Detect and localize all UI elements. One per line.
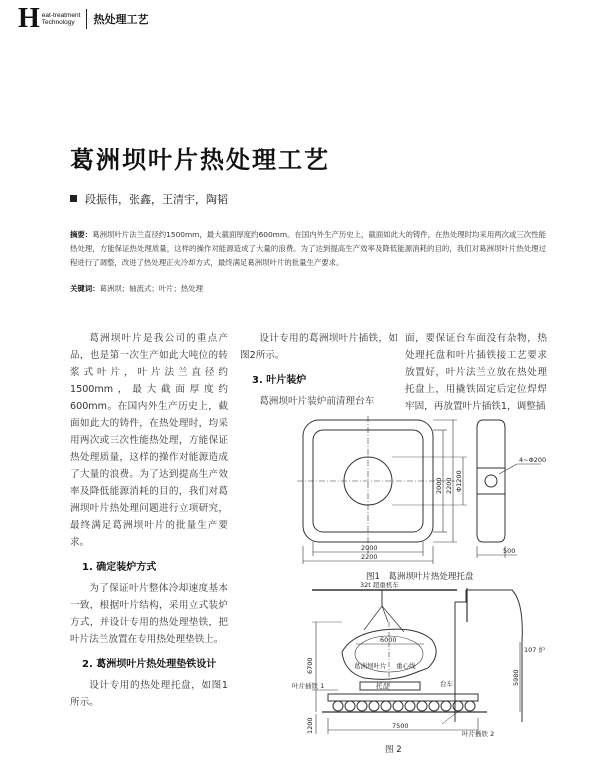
keywords-label: 关键词： (70, 284, 100, 293)
tray (360, 682, 420, 690)
furnace-wall (455, 590, 522, 722)
header-letter: H (18, 3, 40, 34)
dim-6700: 6700 (306, 657, 314, 674)
dim-h-inner: 2000 (435, 477, 443, 494)
authors: 段振伟，张鑫，王清宇，陶韬 (85, 193, 228, 206)
authors-line (70, 191, 228, 207)
dim-6000: 6000 (380, 636, 397, 644)
label-car: 台车 (440, 680, 453, 688)
section-heading-1: 1. 确定装炉方式 (82, 562, 157, 573)
paragraph: 葛洲坝叶片是我公司的重点产品，也是第一次生产如此大吨位的转浆式叶片，叶片法兰直径约1500mm，最大截面厚度约600mm。在国内外生产历史上，截面如此大的铸件，在热处理时，均采用两次或三次性能热处理，方能保证热处理质量，这样的操作对能源造成了大量的浪费。为了达到提高生产效率及降低能源消耗的目的，我们对葛洲坝叶片热处理问题进行立项研究，最终满足葛洲坝叶片的批量生产要求。 (70, 333, 228, 548)
dim-h-outer: 2200 (445, 477, 453, 494)
figure-1-drawing (295, 416, 550, 566)
paragraph: 设计专用的葛洲坝叶片插铁，如图2所示。 (240, 333, 398, 361)
label-blade: 葛洲坝叶片 (354, 662, 387, 670)
body-column-1 (70, 330, 228, 711)
header-en-line1: eat-treatment (41, 12, 81, 19)
paragraph: 为了保证叶片整体冷却速度基本一致，根据叶片结构，采用立式装炉方式，并设计专用的热处理垫铁，把叶片法兰放置在专用热处理垫铁上。 (70, 583, 228, 645)
dim-diameter: Φ1200 (455, 470, 463, 492)
car-wheels (333, 701, 475, 711)
paragraph: 面，要保证台车面没有杂物，热处理托盘和叶片插铁接工艺要求放置好，叶片法兰立放在热处理托盘上，用撬铁固定后定位焊焊牢固，再放置叶片插铁1，调整插 (405, 333, 547, 412)
dim-5980: 5980 (512, 669, 520, 686)
label-insert-1: 叶片插铁 1 (292, 682, 325, 690)
dim-thickness: 500 (503, 547, 516, 555)
article-title: 葛洲坝叶片热处理工艺 (70, 145, 330, 174)
abstract-label: 摘要： (70, 230, 93, 239)
body-column-3 (405, 330, 547, 415)
section-heading-2: 2. 葛洲坝叶片热处理垫铁设计 (82, 659, 217, 670)
header-divider (86, 9, 87, 29)
figure-2-caption: 图 2 (385, 745, 402, 755)
label-insert-2: 叶片插铁 2 (462, 730, 495, 738)
keywords (70, 283, 203, 294)
header-en-line2: Technology (41, 19, 75, 26)
dim-w-inner: 2000 (361, 544, 378, 552)
bullet-square-icon (70, 195, 77, 202)
running-header (18, 3, 149, 34)
header-english (42, 12, 81, 26)
keywords-text: 葛洲坝；轴流式；叶片；热处理 (99, 284, 204, 293)
figure-1-caption: 图1 葛洲坝叶片热处理托盘 (366, 572, 474, 582)
crane-label: 32t 超重机车 (360, 582, 399, 589)
dim-w-outer: 2200 (361, 553, 378, 561)
paragraph: 设计专用的热处理托盘，如图1所示。 (70, 680, 228, 708)
body-column-2 (240, 330, 398, 410)
abstract-text: 葛洲坝叶片法兰直径约1500mm，最大截面厚度约600mm。在国内外生产历史上，截面如此大的铸件，在热处理时均采用两次或三次性能热处理，方能保证热处理质量，这样的操作对能源造成了大量的浪费。为了达到提高生产效率及降低能源消耗的目的，我们对葛洲坝叶片热处理过程进行了调整，改进了热处理正火冷却方式，最终满足葛洲坝叶片的批量生产要求。 (70, 230, 546, 267)
dim-1200: 1200 (306, 717, 314, 734)
section-heading-3: 3. 叶片装炉 (252, 375, 307, 386)
dim-holes: 4~Φ200 (519, 456, 547, 464)
label-tray: 托盘 (376, 682, 389, 690)
label-furnace: 107 炉 (524, 646, 545, 654)
abstract (70, 228, 546, 270)
figure-2-drawing (292, 582, 552, 740)
label-center-line: 重心线 (396, 662, 416, 670)
dim-7500: 7500 (392, 722, 409, 730)
header-section: 热处理工艺 (93, 13, 149, 26)
paragraph: 葛洲坝叶片装炉前清理台车 (259, 396, 375, 407)
